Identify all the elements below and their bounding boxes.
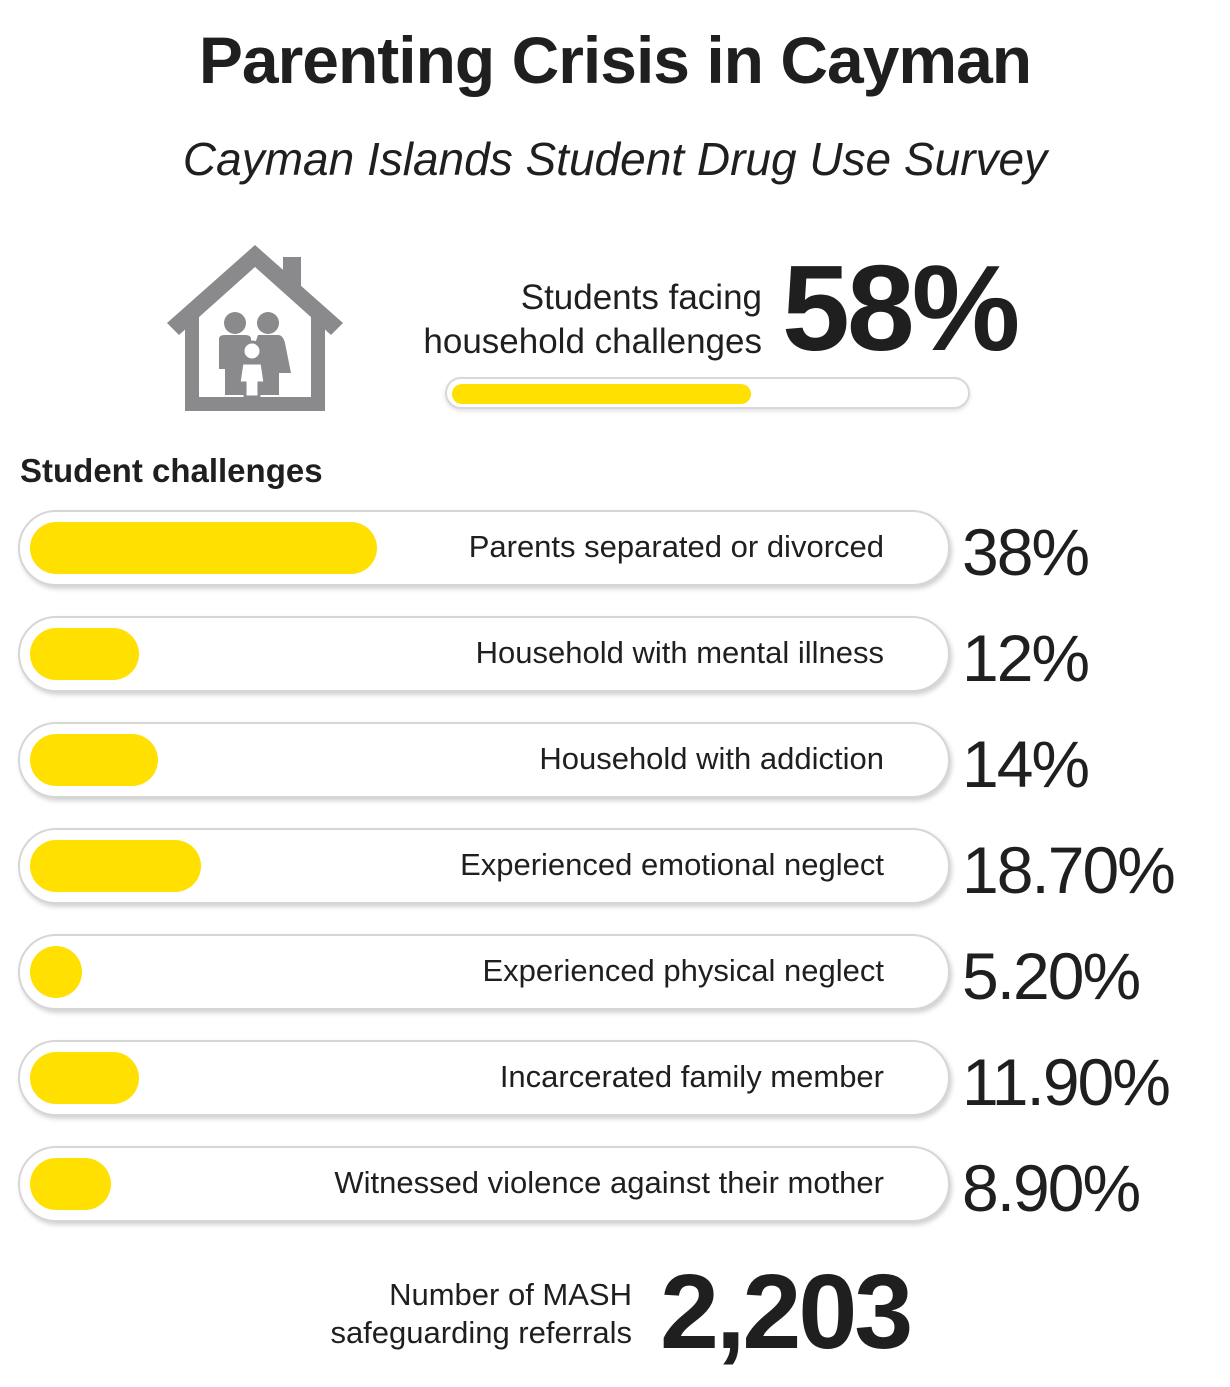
page-subtitle: Cayman Islands Student Drug Use Survey: [182, 133, 1048, 185]
footer-value: 2,203: [660, 1253, 911, 1371]
footer-label-line2: safeguarding referrals: [330, 1315, 632, 1350]
challenge-row: [0, 510, 1230, 588]
footer-label-line1: Number of MASH: [389, 1277, 632, 1312]
bar: [30, 1052, 139, 1104]
bar-track: [18, 1040, 950, 1116]
bar-value-label: 8.90%: [962, 1151, 1140, 1225]
challenge-row: [0, 1146, 1230, 1224]
challenge-row: [0, 616, 1230, 694]
bar: [30, 1158, 111, 1210]
bar-label: Witnessed violence against their mother: [334, 1165, 884, 1200]
bar-track: [18, 1146, 950, 1222]
hero-label: [322, 276, 762, 364]
bar: [30, 522, 377, 574]
bar-label: Household with mental illness: [475, 635, 884, 670]
hero-value: 58%: [782, 240, 1018, 376]
bar-label: Household with addiction: [539, 741, 884, 776]
hero-label-line1: Students facing: [520, 278, 762, 317]
house-family-icon: [165, 243, 345, 413]
bar: [30, 628, 139, 680]
challenge-row: [0, 1040, 1230, 1118]
bar-value-label: 38%: [962, 515, 1089, 589]
bar-track: [18, 510, 950, 586]
challenge-row: [0, 722, 1230, 800]
bar-track: [18, 616, 950, 692]
page-title: Parenting Crisis in Cayman: [198, 23, 1032, 97]
bar-value-label: 12%: [962, 621, 1089, 695]
hero-label-line2: household challenges: [423, 322, 762, 361]
bar-track: [18, 828, 950, 904]
bar-track: [18, 722, 950, 798]
chart-title: Student challenges: [20, 452, 323, 489]
bar-label: Experienced physical neglect: [482, 953, 884, 988]
bar-value-label: 14%: [962, 727, 1089, 801]
bar-value-label: 5.20%: [962, 939, 1140, 1013]
bar-value-label: 18.70%: [962, 833, 1174, 907]
hero-progress-fill: [452, 384, 751, 404]
challenge-row: [0, 934, 1230, 1012]
bar-track: [18, 934, 950, 1010]
bar-label: Incarcerated family member: [499, 1059, 884, 1094]
bar: [30, 946, 82, 998]
footer-label: [232, 1276, 632, 1352]
bar-label: Experienced emotional neglect: [460, 847, 884, 882]
bar: [30, 840, 201, 892]
bar-value-label: 11.90%: [962, 1045, 1169, 1119]
challenge-row: [0, 828, 1230, 906]
bar: [30, 734, 158, 786]
hero-progress-bar: [445, 377, 970, 409]
bar-label: Parents separated or divorced: [468, 529, 884, 564]
